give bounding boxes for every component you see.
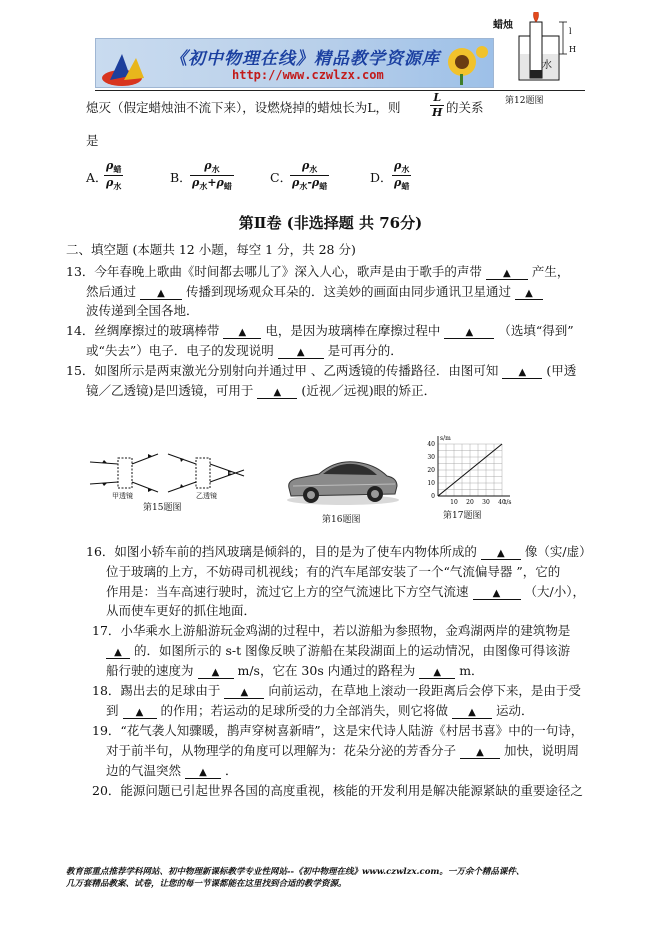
- q14-line1: [66, 321, 574, 339]
- footer-line1: 教育部重点推荐学科网站、初中物理新课标教学专业性网站--《初中物理在线》www.czwlzx.com。一万余个精品课件、: [66, 867, 525, 877]
- q12-line1: [86, 98, 401, 116]
- x-tick-label: 30: [482, 499, 490, 506]
- candle-label: 蜡烛: [493, 20, 513, 31]
- frac-den-sub: 水: [199, 180, 208, 191]
- q16-text: 像（实/虚）: [524, 544, 592, 559]
- q18-text: 运动．: [495, 703, 534, 718]
- frac-den2-sub: 蜡: [319, 180, 328, 191]
- svg-text:l: l: [569, 27, 572, 36]
- figure15-caption: 第15题图: [143, 503, 182, 513]
- y-tick-label: 0: [431, 493, 435, 500]
- lens-yi-label: 乙透镜: [196, 492, 217, 500]
- page-footer: [66, 866, 606, 891]
- sunflower-decoration: [440, 40, 490, 85]
- blank-triangle: ▲: [433, 667, 442, 678]
- option-b-letter: B．: [170, 170, 192, 185]
- x-axis-label: t/s: [504, 499, 512, 506]
- q13-text: 然后通过: [86, 284, 137, 299]
- q14-blank-3[interactable]: [278, 345, 324, 359]
- x-tick-label: 20: [466, 499, 474, 506]
- blank-triangle: ▲: [211, 667, 220, 678]
- water-label: 水: [542, 60, 552, 71]
- q15-text: 15．如图所示是两束激光分别射向并通过甲 、乙两透镜的传播路径．由图可知: [66, 363, 499, 378]
- q14-text: 或“失去”）电子．电子的发现说明: [86, 343, 274, 358]
- lens-jia-label: 甲透镜: [112, 492, 133, 500]
- frac-den2-sub: 蜡: [223, 180, 232, 191]
- option-d-letter: D．: [370, 170, 393, 185]
- blank-triangle: ▲: [296, 347, 305, 358]
- q15-line2: [86, 381, 436, 399]
- q16-line3: [106, 582, 585, 600]
- q13-text: 传播到现场观众耳朵的．这美妙的画面由同步通讯卫星通过: [185, 284, 511, 299]
- q17-line2: [106, 641, 570, 659]
- blank-triangle: ▲: [503, 268, 511, 279]
- q19-text: 对于前半句，从物理学的角度可以理解为：花朵分泌的芳香分子: [106, 743, 457, 758]
- frac-num-sub: 水: [211, 164, 220, 175]
- q18-text: 18．踢出去的足球由于: [92, 683, 221, 698]
- q19-blank-1[interactable]: [460, 745, 500, 759]
- blank-triangle: ▲: [238, 327, 247, 338]
- blank-triangle: ▲: [465, 327, 474, 338]
- q13-text: 13．今年春晚上歌曲《时间都去哪儿了》深入人心，歌声是由于歌手的声带: [66, 264, 482, 279]
- option-b-fraction: [190, 160, 234, 190]
- frac-num-sub: 水: [401, 164, 410, 175]
- q19-text: 加快，说明周: [503, 743, 579, 758]
- q19-line2: [106, 741, 579, 759]
- q14-line2: [86, 341, 403, 359]
- q15-text: 镜／乙透镜)是凹透镜，可用于: [86, 383, 254, 398]
- q15-text: (甲透: [546, 363, 577, 378]
- q18-text: 向前运动，在草地上滚动一段距离后会停下来，是由于受: [268, 683, 581, 698]
- frac-den: ρ: [292, 175, 300, 189]
- option-a-fraction: [104, 160, 123, 190]
- q12-line2: 是: [86, 133, 99, 148]
- q13-blank-2[interactable]: [140, 286, 182, 300]
- frac-op: -: [307, 175, 312, 189]
- q13-text: 产生，: [531, 264, 570, 279]
- ratio-denominator: H: [432, 105, 443, 119]
- q15-text: (近视／远视)眼的矫正．: [301, 383, 437, 398]
- svg-text:H: H: [569, 45, 576, 54]
- q16-text: 16．如图小轿车前的挡风玻璃是倾斜的，目的是为了使车内物体所成的: [86, 544, 477, 559]
- x-tick-label: 40: [498, 499, 506, 506]
- q17-line3: [106, 661, 484, 679]
- q20-line1: 20．能源问题已引起世界各国的高度重视，核能的开发利用是解决能源紧缺的重要途径之: [92, 783, 583, 798]
- frac-den: ρ: [394, 175, 402, 189]
- q18-blank-2[interactable]: [123, 705, 157, 719]
- frac-den2: ρ: [216, 175, 224, 189]
- frac-num: ρ: [106, 159, 114, 172]
- blank-triangle: ▲: [468, 707, 476, 718]
- car-figure: [283, 450, 403, 506]
- y-tick-label: 30: [427, 454, 435, 461]
- st-graph: [410, 432, 525, 512]
- ratio-numerator: L: [433, 91, 442, 104]
- q19-text: 边的气温突然: [106, 763, 182, 778]
- banner-title: 《初中物理在线》精品教学资源库: [170, 49, 440, 69]
- q17-text: m/s，它在 30s 内通过的路程为: [237, 663, 416, 678]
- banner-url: http://www.czwlzx.com: [232, 68, 384, 82]
- q13-blank-1[interactable]: [486, 266, 528, 280]
- q15-blank-1[interactable]: [502, 365, 542, 379]
- blank-triangle: ▲: [525, 288, 533, 299]
- q17-text: 船行驶的速度为: [106, 663, 194, 678]
- blank-triangle: ▲: [114, 647, 122, 658]
- frac-num: ρ: [204, 159, 212, 172]
- q17-text: m．: [459, 663, 484, 678]
- q19-line3: [106, 761, 238, 779]
- q16-text: 作用是：当车高速行驶时，流过它上方的空气流速比下方空气流速: [106, 584, 469, 599]
- q15-line1: [66, 361, 576, 379]
- figure12-caption: 第12题图: [505, 96, 544, 106]
- q12-text: 熄灭（假定蜡烛油不流下来），设燃烧掉的蜡烛长为L，则: [86, 100, 401, 115]
- q17-line1: 17．小华乘水上游船游玩金鸡湖的过程中，若以游船为参照物，金鸡湖两岸的建筑物是: [92, 623, 571, 638]
- y-tick-label: 20: [427, 467, 435, 474]
- blank-triangle: ▲: [476, 747, 484, 758]
- q15-blank-2[interactable]: [257, 385, 297, 399]
- y-tick-label: 40: [427, 441, 435, 448]
- q18-blank-3[interactable]: [452, 705, 492, 719]
- q16-blank-1[interactable]: [481, 546, 521, 560]
- y-axis-label: s/m: [440, 435, 451, 442]
- frac-den2: ρ: [311, 175, 320, 189]
- q12-line1-end: 的关系: [446, 100, 484, 115]
- q14-blank-2[interactable]: [444, 325, 494, 339]
- blank-triangle: ▲: [240, 687, 249, 698]
- blank-triangle: ▲: [273, 387, 282, 398]
- q16-text: （大/小），: [524, 584, 585, 599]
- frac-den-sub: 水: [113, 180, 122, 191]
- frac-num: ρ: [394, 159, 402, 172]
- blank-triangle: ▲: [157, 288, 165, 299]
- q13-line3: 波传递到全国各地．: [86, 303, 199, 318]
- option-c-fraction: [290, 160, 329, 190]
- q13-line1: [66, 262, 569, 280]
- q17-blank-3[interactable]: [419, 665, 455, 679]
- figure16-caption: 第16题图: [322, 515, 361, 525]
- q16-blank-2[interactable]: [473, 586, 521, 600]
- blank-triangle: ▲: [492, 588, 501, 599]
- option-c-letter: C．: [270, 170, 293, 185]
- blank-triangle: ▲: [497, 548, 505, 559]
- frac-op: +: [207, 175, 217, 189]
- q19-blank-2[interactable]: [185, 765, 221, 779]
- q14-blank-1[interactable]: [223, 325, 261, 339]
- q17-blank-1[interactable]: [106, 645, 130, 659]
- q16-line1: [86, 542, 592, 560]
- footer-line2: 几万套精品教案、试卷，让您的每一节课都能在这里找到合适的教学资源。: [66, 879, 347, 890]
- option-d-fraction: [392, 160, 411, 190]
- q13-line2: [86, 282, 543, 300]
- blank-triangle: ▲: [199, 767, 207, 778]
- figure17-caption: 第17题图: [443, 511, 482, 521]
- q16-line2: 位于玻璃的上方，不妨碍司机视线；有的汽车尾部安装了一个“气流偏导器 ”，它的: [106, 564, 561, 579]
- frac-den: ρ: [106, 175, 114, 189]
- q18-line1: [92, 681, 581, 699]
- header-rule: [95, 90, 585, 91]
- q18-text: 的作用；若运动的足球所受的力全部消失，则它将做: [160, 703, 448, 718]
- q14-text: （选填“得到”: [498, 323, 574, 338]
- part-heading: 二、填空题 (本题共 12 小题，每空 1 分，共 28 分): [66, 242, 356, 257]
- q17-text: 的．如图所示的 s-t 图像反映了游船在某段湖面上的运动情况，由图像可得该游: [133, 643, 571, 658]
- q12-ratio-fraction: [430, 92, 444, 118]
- frac-num-sub: 水: [309, 164, 318, 175]
- y-tick-label: 10: [427, 480, 435, 487]
- q19-text: ．: [224, 763, 238, 778]
- q14-text: 电，是因为玻璃棒在摩擦过程中: [265, 323, 441, 338]
- q14-text: 是可再分的．: [327, 343, 403, 358]
- frac-den-sub: 蜡: [401, 180, 410, 191]
- frac-num: ρ: [301, 159, 310, 172]
- q18-blank-1[interactable]: [224, 685, 264, 699]
- option-a-letter: A．: [86, 170, 108, 185]
- x-tick-label: 10: [450, 499, 458, 506]
- frac-num-sub: 蜡: [113, 164, 122, 175]
- section-title: 第Ⅱ卷 (非选择题 共 76分): [238, 214, 423, 232]
- blank-triangle: ▲: [518, 367, 527, 378]
- q16-line4: 从而使车更好的抓住地面．: [106, 603, 257, 618]
- q18-line2: [106, 701, 533, 719]
- blank-triangle: ▲: [135, 707, 144, 718]
- frac-den-sub: 水: [299, 180, 308, 191]
- frac-den: ρ: [192, 175, 200, 189]
- q18-text: 到: [106, 703, 119, 718]
- q19-line1: 19．“花气袭人知骤暖，鹊声穿树喜新晴”，这是宋代诗人陆游《村居书喜》中的一句诗，: [92, 723, 584, 738]
- site-logo: [100, 50, 152, 90]
- q17-blank-2[interactable]: [198, 665, 234, 679]
- q13-blank-3[interactable]: [515, 286, 543, 300]
- q14-text: 14．丝绸摩擦过的玻璃棒带: [66, 323, 220, 338]
